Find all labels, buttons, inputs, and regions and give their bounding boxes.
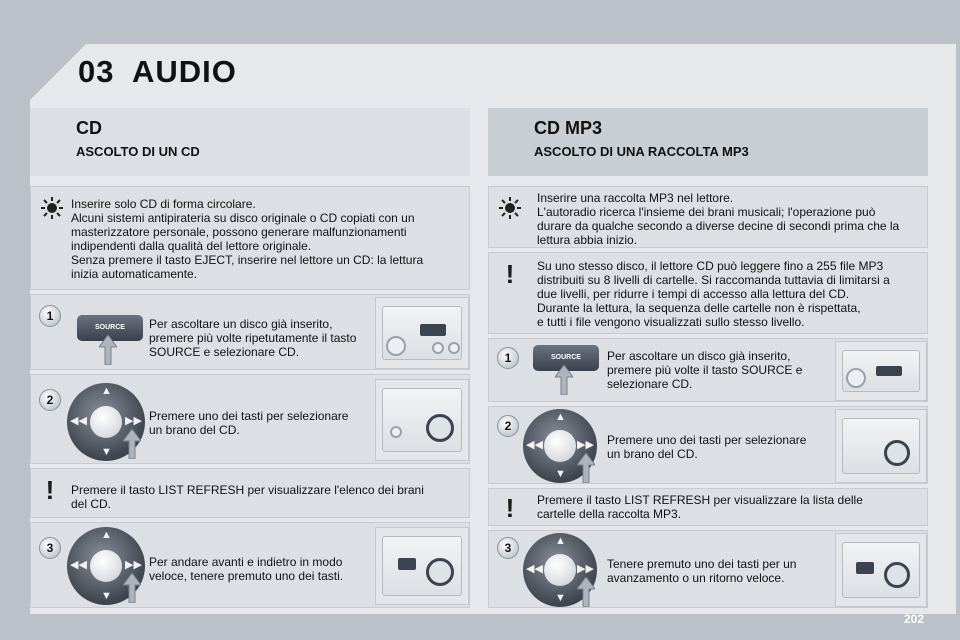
step-line: veloce, tenere premuto uno dei tasti. xyxy=(149,569,344,583)
warning-line: Premere il tasto LIST REFRESH per visualizzare la lista delle xyxy=(537,493,863,507)
arrow-up-icon xyxy=(577,453,595,483)
step-text xyxy=(149,317,356,359)
forward-icon: ▶▶ xyxy=(577,439,594,451)
up-arrow-icon: ▲ xyxy=(555,535,566,547)
cd-step-1 xyxy=(30,294,470,370)
rewind-icon: ◀◀ xyxy=(70,415,87,427)
cd-heading: CD xyxy=(76,118,102,138)
down-arrow-icon: ▼ xyxy=(555,468,566,480)
radio-illustration xyxy=(375,297,469,369)
cd-info-box xyxy=(30,186,470,290)
forward-icon: ▶▶ xyxy=(125,559,142,571)
step-line: un brano del CD. xyxy=(149,423,240,437)
step-line: SOURCE e selezionare CD. xyxy=(149,345,300,359)
step-text xyxy=(607,349,802,391)
radio-key xyxy=(448,342,460,354)
mp3-warning-box xyxy=(488,252,928,334)
page-number: 202 xyxy=(904,612,925,626)
step-line: un brano del CD. xyxy=(607,447,698,461)
mp3-list-warning-box xyxy=(488,488,928,526)
step-text xyxy=(149,409,348,437)
radio-illustration xyxy=(835,341,927,401)
arrow-up-icon xyxy=(99,335,117,365)
step-number: 1 xyxy=(39,305,61,327)
navigation-pad-center xyxy=(544,430,576,462)
rewind-icon: ◀◀ xyxy=(526,439,543,451)
tip-icon xyxy=(497,195,523,221)
warning-line: del CD. xyxy=(71,497,112,511)
info-line: Inserire solo CD di forma circolare. xyxy=(71,197,256,211)
radio-key xyxy=(432,342,444,354)
arrow-up-icon xyxy=(577,577,595,607)
warning-text xyxy=(537,493,863,521)
mp3-heading: CD MP3 xyxy=(534,118,603,138)
warning-line: Su uno stesso disco, il lettore CD può leggere fino a 255 file MP3 xyxy=(537,259,884,273)
navigation-key-highlight xyxy=(426,558,454,586)
step-number: 2 xyxy=(39,389,61,411)
cd-info-text xyxy=(71,197,423,281)
exclamation-icon: ! xyxy=(505,259,515,289)
key-highlight xyxy=(398,558,416,570)
cd-warning-box xyxy=(30,468,470,518)
step-line: Per ascoltare un disco già inserito, xyxy=(149,317,333,331)
step-line: Per andare avanti e indietro in modo xyxy=(149,555,343,569)
volume-knob xyxy=(846,368,866,388)
cd-subheading: ASCOLTO DI UN CD xyxy=(76,144,200,159)
key-highlight xyxy=(856,562,874,574)
down-arrow-icon: ▼ xyxy=(101,590,112,602)
source-button[interactable]: SOURCE xyxy=(77,315,143,341)
up-arrow-icon: ▲ xyxy=(101,385,112,397)
tip-icon xyxy=(39,195,65,221)
navigation-key-highlight xyxy=(884,562,910,588)
mp3-step-3 xyxy=(488,530,928,608)
forward-icon: ▶▶ xyxy=(125,415,142,427)
step-text xyxy=(149,555,343,583)
info-line: inizia automaticamente. xyxy=(71,267,198,281)
step-number: 1 xyxy=(497,347,519,369)
warning-text xyxy=(71,483,424,511)
source-key-highlight xyxy=(876,366,902,376)
chapter-number: 03 xyxy=(78,54,115,89)
step-text xyxy=(607,557,796,585)
radio-key xyxy=(390,426,402,438)
info-line: durare da qualche secondo a diverse decine di secondi prima che la xyxy=(537,219,900,233)
warning-text xyxy=(537,259,890,329)
step-line: selezionare CD. xyxy=(607,377,693,391)
warning-line: Premere il tasto LIST REFRESH per visualizzare l'elenco dei brani xyxy=(71,483,424,497)
mp3-section-header xyxy=(488,108,928,176)
step-number: 3 xyxy=(39,537,61,559)
down-arrow-icon: ▼ xyxy=(555,592,566,604)
step-line: Premere uno dei tasti per selezionare xyxy=(607,433,807,447)
step-line: premere più volte il tasto SOURCE e xyxy=(607,363,803,377)
warning-line: Durante la lettura, la sequenza delle cartelle non è rispettata, xyxy=(537,301,861,315)
mp3-step-2 xyxy=(488,406,928,484)
radio-illustration xyxy=(835,533,927,607)
step-number: 3 xyxy=(497,537,519,559)
down-arrow-icon: ▼ xyxy=(101,446,112,458)
step-text xyxy=(607,433,806,461)
exclamation-icon: ! xyxy=(45,475,55,505)
mp3-subheading: ASCOLTO DI UNA RACCOLTA MP3 xyxy=(534,144,749,159)
step-line: premere più volte ripetutamente il tasto xyxy=(149,331,357,345)
up-arrow-icon: ▲ xyxy=(555,411,566,423)
volume-knob xyxy=(386,336,406,356)
navigation-pad-center xyxy=(90,406,122,438)
mp3-info-text xyxy=(537,191,899,247)
step-line: Premere uno dei tasti per selezionare xyxy=(149,409,349,423)
arrow-up-icon xyxy=(123,429,141,459)
page-title: AUDIO xyxy=(132,54,237,89)
radio-illustration xyxy=(835,409,927,483)
step-line: avanzamento o un ritorno veloce. xyxy=(607,571,785,585)
info-line: masterizzatore personale, possono generare malfunzionamenti xyxy=(71,225,407,239)
navigation-pad-center xyxy=(90,550,122,582)
mp3-step-1 xyxy=(488,338,928,402)
rewind-icon: ◀◀ xyxy=(70,559,87,571)
exclamation-icon: ! xyxy=(505,493,515,523)
up-arrow-icon: ▲ xyxy=(101,529,112,541)
info-line: Senza premere il tasto EJECT, inserire nel lettore un CD: la lettura xyxy=(71,253,424,267)
warning-line: e tutti i file vengono visualizzati sullo stesso livello. xyxy=(537,315,805,329)
warning-line: cartelle della raccolta MP3. xyxy=(537,507,682,521)
navigation-key-highlight xyxy=(426,414,454,442)
info-line: Alcuni sistemi antipirateria su disco originale o CD copiati con un xyxy=(71,211,415,225)
source-button[interactable]: SOURCE xyxy=(533,345,599,371)
cd-step-2 xyxy=(30,374,470,464)
step-line: Per ascoltare un disco già inserito, xyxy=(607,349,791,363)
radio-illustration xyxy=(375,379,469,461)
cd-section-header xyxy=(30,108,470,176)
warning-line: distribuiti su 8 livelli di cartelle. Si raccomanda tuttavia di limitarsi a xyxy=(537,273,890,287)
info-line: Inserire una raccolta MP3 nel lettore. xyxy=(537,191,734,205)
mp3-info-box xyxy=(488,186,928,248)
navigation-key-highlight xyxy=(884,440,910,466)
step-number: 2 xyxy=(497,415,519,437)
info-line: indipendenti dalla qualità del lettore originale. xyxy=(71,239,312,253)
warning-line: due livelli, per ridurre i tempi di accesso alla lettura del CD. xyxy=(537,287,850,301)
info-line: lettura abbia inizio. xyxy=(537,233,638,247)
navigation-pad-center xyxy=(544,554,576,586)
arrow-up-icon xyxy=(123,573,141,603)
source-key-highlight xyxy=(420,324,446,336)
arrow-up-icon xyxy=(555,365,573,395)
radio-illustration xyxy=(375,527,469,605)
cd-step-3 xyxy=(30,522,470,608)
info-line: L'autoradio ricerca l'insieme dei brani musicali; l'operazione può xyxy=(537,205,876,219)
forward-icon: ▶▶ xyxy=(577,563,594,575)
step-line: Tenere premuto uno dei tasti per un xyxy=(607,557,797,571)
rewind-icon: ◀◀ xyxy=(526,563,543,575)
